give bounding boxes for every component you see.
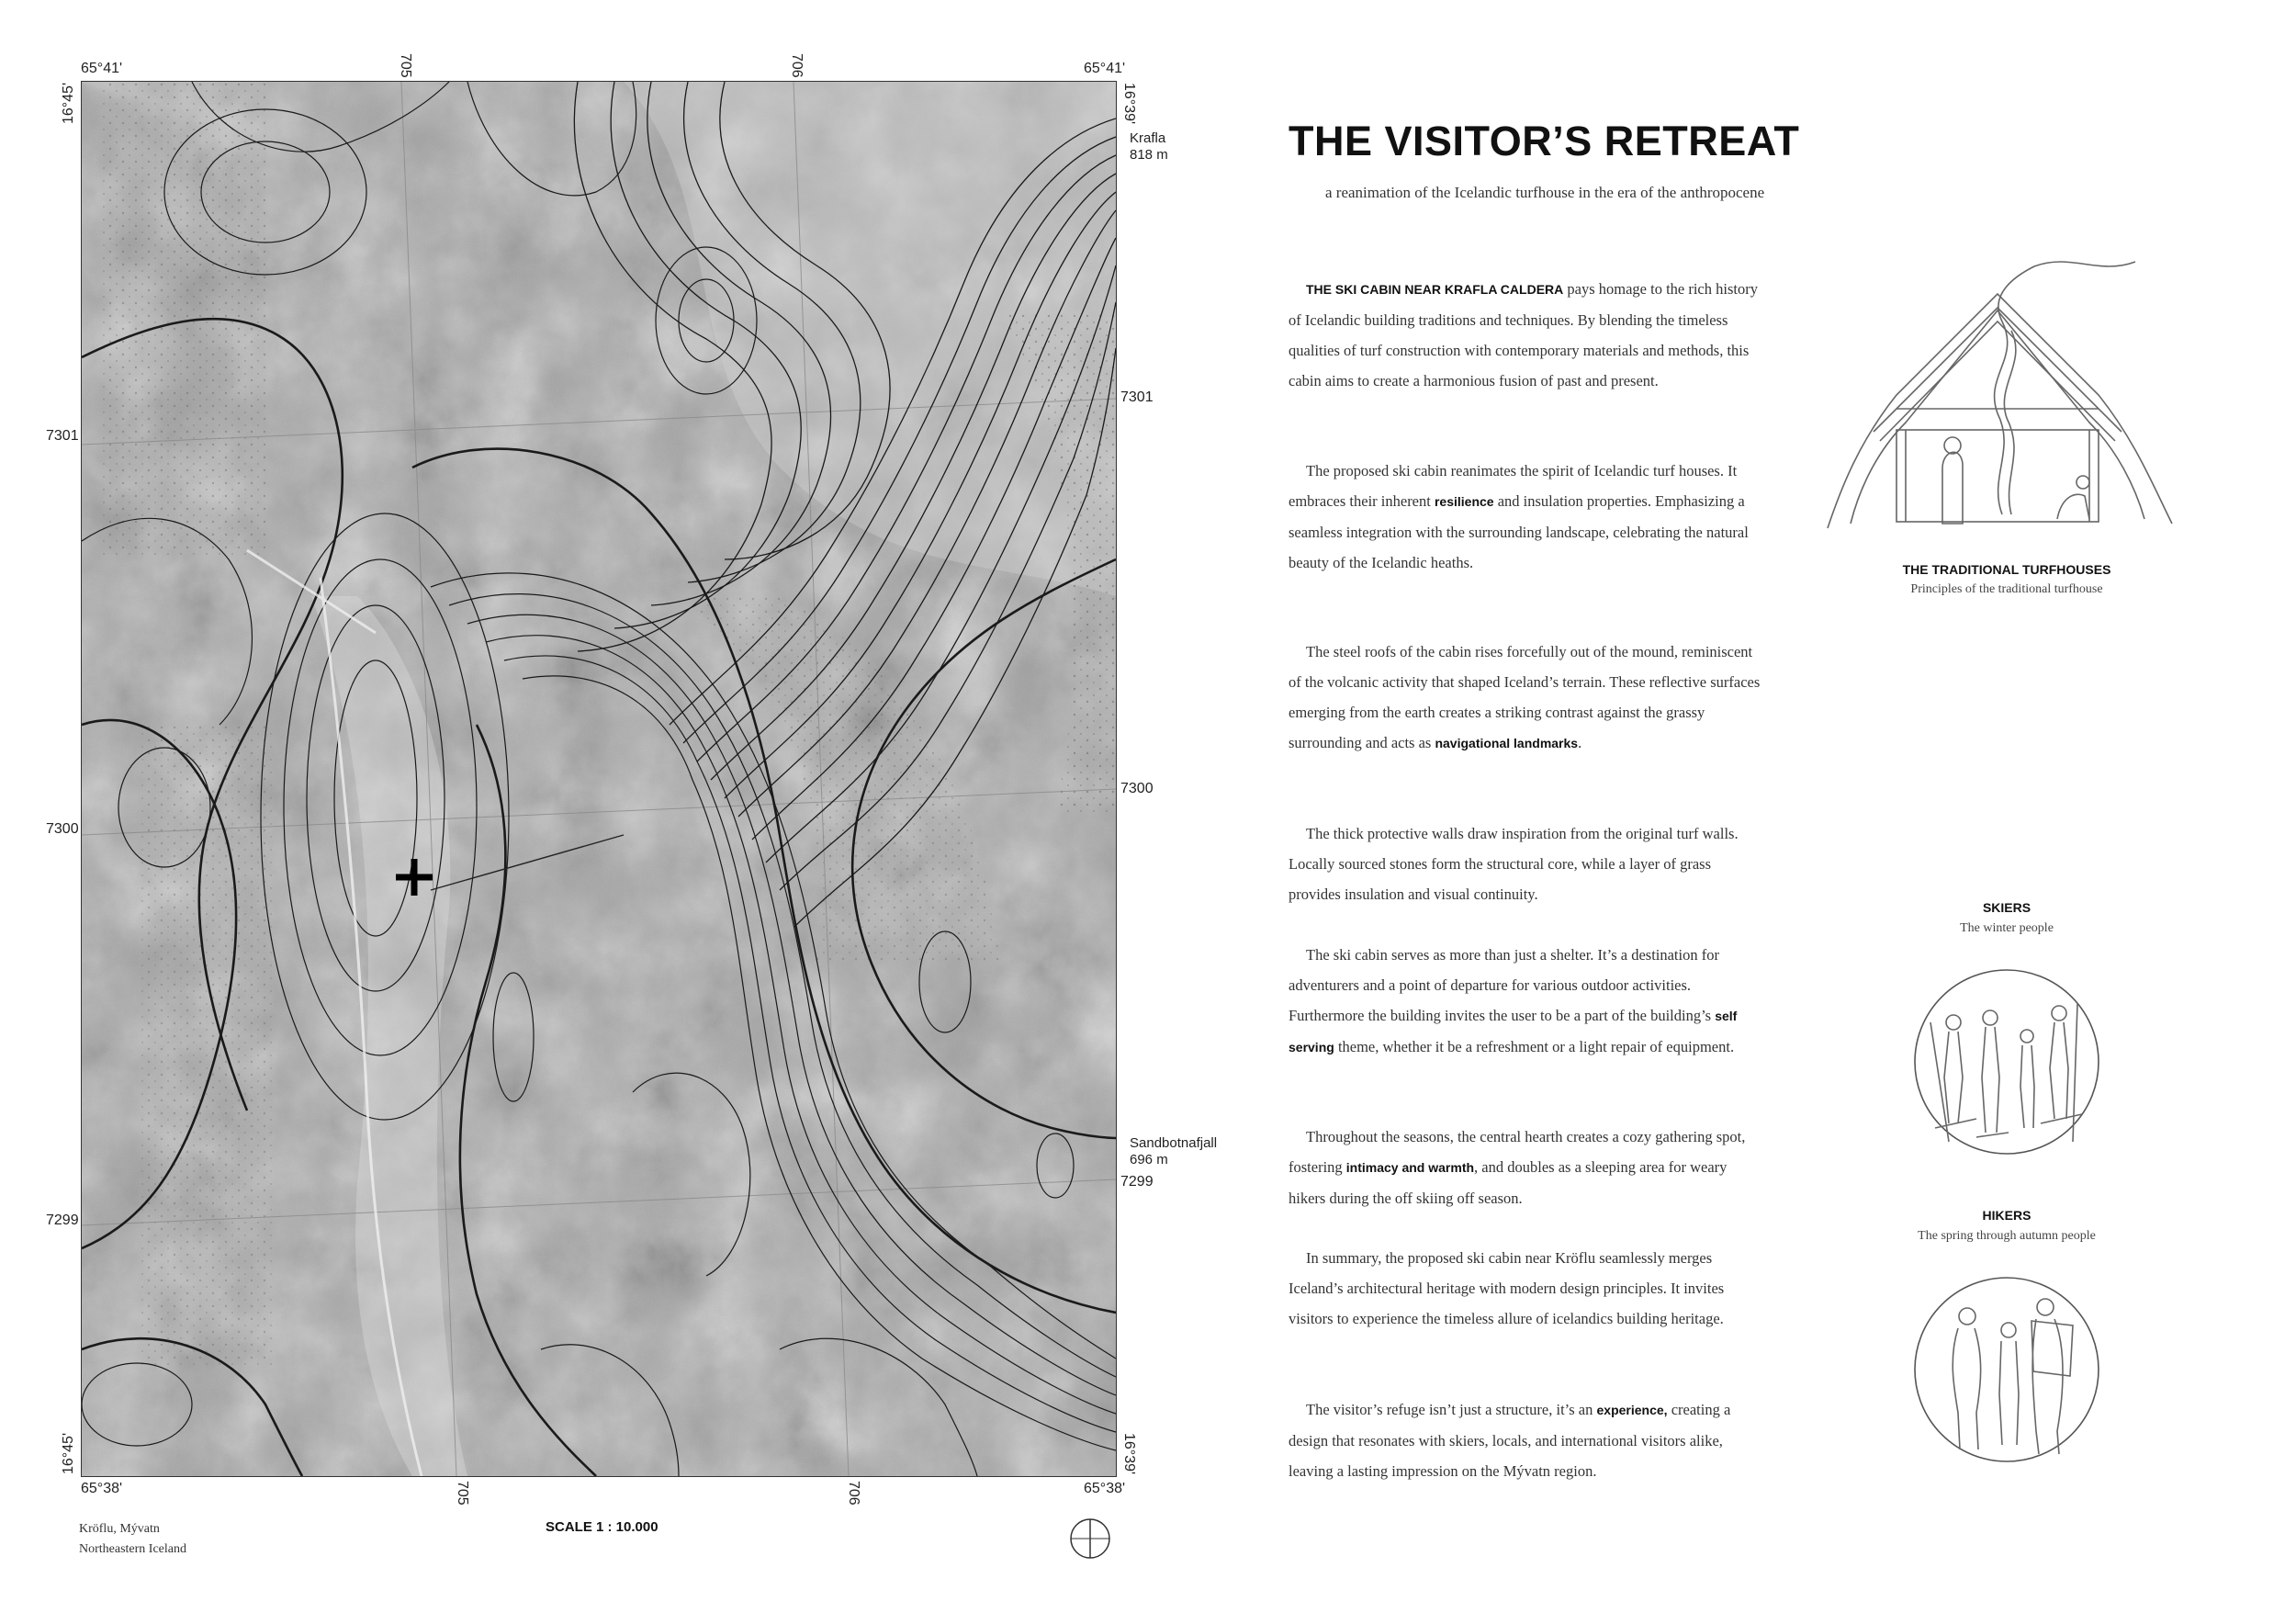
right-tick-7300: 7300 — [1120, 781, 1154, 796]
peak-krafla-elevation: 818 m — [1130, 147, 1168, 163]
location-line-2: Northeastern Iceland — [79, 1542, 186, 1556]
side-bottom-right-lon: 16°39' — [1121, 1433, 1137, 1475]
para2-bold-1: resilience — [1434, 494, 1494, 509]
peak-krafla-name: Krafla — [1130, 130, 1166, 146]
bottom-tick-706: 706 — [846, 1481, 861, 1506]
para6-bold-1: intimacy and warmth — [1345, 1160, 1475, 1175]
hikers-caption-subtitle: The spring through autumn people — [1918, 1229, 2096, 1243]
left-tick-7301: 7301 — [46, 428, 79, 444]
paragraph-5 — [1289, 940, 1766, 1063]
corner-bottom-right-lat: 65°38' — [1084, 1481, 1126, 1496]
paragraph-7 — [1289, 1243, 1766, 1334]
para5-text-1: The ski cabin serves as more than just a shelter. It’s a destination for adventurers and a point of departure for various outdoor activities. Furthermore the building invites the user to be a part of the building’s — [1289, 946, 1719, 1024]
para7-text-1: In summary, the proposed ski cabin near Kröflu seamlessly merges Iceland’s architectural heritage with modern design principles. It invites visitors to experience the timeless allure of icelandics building heritage. — [1289, 1249, 1725, 1327]
para2-text-1: The proposed ski cabin reanimates the spirit of Icelandic turf houses. It embraces their inherent — [1289, 462, 1738, 510]
paragraph-8 — [1289, 1394, 1766, 1486]
paragraph-2 — [1289, 456, 1766, 578]
para2-text-2: and insulation properties. Emphasizing a seamless integration with the surrounding landscape, celebrating the natural beauty of the Icelandic heaths. — [1289, 492, 1749, 571]
page-subtitle: a reanimation of the Icelandic turfhouse in the era of the anthropocene — [1325, 184, 1765, 201]
peak-sandbotnafjall-elevation: 696 m — [1130, 1152, 1168, 1167]
bottom-tick-705: 705 — [455, 1481, 470, 1506]
para3-bold-1: navigational landmarks — [1435, 736, 1579, 750]
left-tick-7299: 7299 — [46, 1212, 79, 1228]
topographic-map[interactable] — [81, 81, 1117, 1477]
para8-bold-1: experience, — [1596, 1403, 1668, 1417]
para4-text-1: The thick protective walls draw inspiration from the original turf walls. Locally sourced stones form the structural core, while a layer of grass provides insulation and visual continuity. — [1289, 825, 1739, 903]
para6-text-2: , and doubles as a sleeping area for weary hikers during the off skiing off season. — [1289, 1158, 1728, 1207]
right-tick-7301: 7301 — [1120, 389, 1154, 405]
turfhouse-caption-subtitle: Principles of the traditional turfhouse — [1910, 582, 2103, 596]
turfhouse-section-illustration — [1823, 257, 2190, 542]
peak-sandbotnafjall — [1130, 1135, 1217, 1168]
hikers-illustration — [1912, 1275, 2101, 1464]
location-line-1: Kröflu, Mývatn — [79, 1522, 160, 1536]
peak-krafla — [1130, 130, 1168, 164]
top-tick-706: 706 — [789, 53, 805, 78]
para8-text-1: The visitor’s refuge isn’t just a structure, it’s an — [1306, 1401, 1597, 1418]
para8-text-2: creating a design that resonates with skiers, locals, and international visitors alike, leaving a lasting impression on the Mývatn region. — [1289, 1401, 1731, 1480]
side-top-left-lon: 16°45' — [61, 83, 76, 125]
paragraph-1 — [1289, 274, 1766, 396]
right-tick-7299: 7299 — [1120, 1174, 1154, 1190]
paragraph-4 — [1289, 818, 1766, 909]
para6-text-1: Throughout the seasons, the central hearth creates a cozy gathering spot, fostering — [1289, 1128, 1746, 1176]
corner-bottom-left-lat: 65°38' — [81, 1481, 123, 1496]
paragraph-3 — [1289, 637, 1766, 759]
corner-top-left-lat: 65°41' — [81, 61, 123, 76]
para5-bold-1: self serving — [1289, 1009, 1738, 1054]
left-tick-7300: 7300 — [46, 821, 79, 837]
para1-bold-1: THE SKI CABIN NEAR KRAFLA CALDERA — [1306, 282, 1564, 297]
skiers-illustration — [1912, 967, 2101, 1156]
side-bottom-left-lon: 16°45' — [61, 1433, 76, 1475]
skiers-caption-subtitle: The winter people — [1960, 921, 2054, 935]
para3-text-1: The steel roofs of the cabin rises forcefully out of the mound, reminiscent of the volcanic activity that shaped Iceland’s terrain. These reflective surfaces emerging from the earth creates a striking contrast against the grassy surrounding and acts as — [1289, 643, 1761, 751]
para5-text-2: theme, whether it be a refreshment or a light repair of equipment. — [1334, 1038, 1735, 1055]
para3-text-2: . — [1578, 734, 1582, 751]
turfhouse-caption-title: THE TRADITIONAL TURFHOUSES — [1902, 562, 2111, 577]
side-top-right-lon: 16°39' — [1121, 83, 1137, 125]
paragraph-6 — [1289, 1122, 1766, 1213]
map-location — [79, 1519, 186, 1560]
top-tick-705: 705 — [398, 53, 413, 78]
corner-top-right-lat: 65°41' — [1084, 61, 1126, 76]
hikers-caption-title: HIKERS — [1982, 1208, 2032, 1223]
para1-text-1: pays homage to the rich history of Icelandic building traditions and techniques. By blending the timeless qualities of turf construction with contemporary materials and methods, this cabin aims to create a harmonious fusion of past and present. — [1289, 280, 1758, 389]
north-arrow-icon — [1069, 1517, 1111, 1560]
page-title: THE VISITOR’S RETREAT — [1289, 118, 1800, 164]
map-scale: SCALE 1 : 10.000 — [546, 1519, 658, 1535]
peak-sandbotnafjall-name: Sandbotnafjall — [1130, 1135, 1218, 1151]
skiers-caption-title: SKIERS — [1982, 900, 2032, 915]
